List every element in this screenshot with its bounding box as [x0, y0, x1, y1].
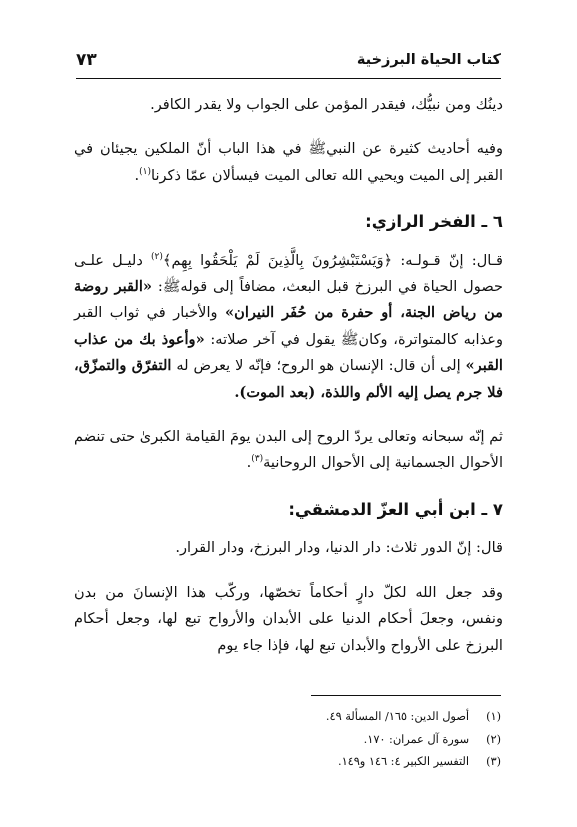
- footnote-ref-1: (١): [139, 166, 151, 177]
- paragraph-1: دينُك ومن نبيُّك، فيقدر المؤمن على الجواب ولا يقدر الكافر.: [150, 96, 503, 113]
- paragraph-4: ثم إنّه سبحانه وتعالى يردّ الروح إلى البدن يومَ القيامة الكبرىٰ حتى تنضم الأحوال الجسمانية إلى الأحوال الروحانية$^{(٣)}$.: [74, 428, 503, 472]
- footnote-ref-3: (٣): [251, 454, 264, 465]
- paragraph-5: قال: إنّ الدور ثلاث: دار الدنيا، ودار البرزخ، ودار القرار.: [175, 539, 503, 557]
- footnote-item: (٢) سورة آل عمران: ١٧٠.: [363, 732, 501, 746]
- page-number: ٧٣: [76, 50, 97, 70]
- footnote-divider: [311, 695, 501, 696]
- running-title: كتاب الحياة البرزخية: [356, 52, 501, 68]
- footnote-ref-2: (٢): [151, 251, 163, 262]
- paragraph-3: قـال: إنّ قـولـه: ﴿وَيَسْتَبْشِرُونَ بِالَّذِينَ لَمْ يَلْحَقُوا بِهِم﴾$^{(٢)}$ دليـل علـى حصول الحياة في البرزخ قبل البعث، مضافاً إلى قولهﷺ: «القبر روضة من رياض الجنة، أو حفرة من حُفَر النيران» والأخبار في ثواب القبر وعذابه كالمتواترة، وكانﷺ يقول في آخر صلاته: «وأعوذ بك من عذاب القبر» إلى أن قال: الإنسان هو الروح؛ فإنّه لا يعرض له التفرّق والتمزّق، فلا جرم يصل إليه الألم واللذة، (بعد الموت).: [74, 251, 504, 401]
- page-header: [76, 52, 501, 79]
- paragraph-6: وقد جعل الله لكلّ دارٍ أحكاماً تخصّها، وركّب هذا الإنسانَ من بدن ونفس، وجعلَ أحكام الدنيا على الأبدان والأرواح تبع لها، وجعل أحكام البرزخ على الأرواح والأبدان تبع لها، فإذا جاء يوم: [74, 583, 503, 654]
- footnote-item: (٣) التفسير الكبير ٤: ١٤٦ و١٤٩.: [337, 755, 501, 768]
- footnote-item: (١) أصول الدين: ١٦٥/ المسألة ٤٩.: [325, 710, 501, 723]
- main-text: [74, 92, 503, 659]
- section-heading-7: ٧ ـ ابن أبي العزّ الدمشقي:: [288, 499, 503, 519]
- paragraph-2: وفيه أحاديث كثيرة عن النبيﷺ في هذا الباب أنّ الملكين يجيئان في القبر إلى الميت ويحيي الله تعالى الميت فيسألان عمّا ذكرنا$^{(١)}$.: [74, 140, 503, 184]
- section-heading-6: ٦ ـ الفخر الرازي:: [365, 212, 503, 232]
- footnotes: [76, 706, 501, 774]
